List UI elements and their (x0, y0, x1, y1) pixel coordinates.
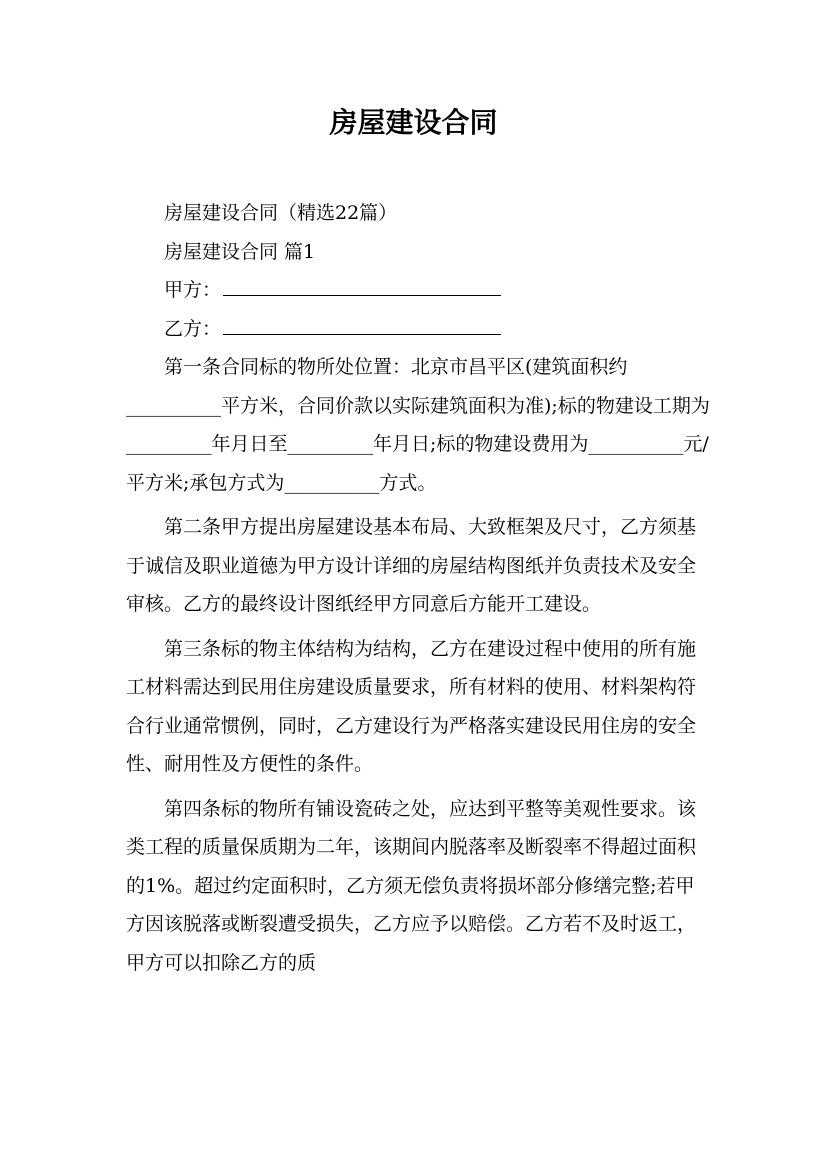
section-heading: 房屋建设合同 篇1 (164, 240, 316, 263)
party-a-line (126, 271, 711, 310)
document-title: 房屋建设合同 (329, 106, 498, 139)
clause-3: 第三条标的物主体结构为结构，乙方在建设过程中使用的所有施工材料需达到民用住房建设质量要求，所有材料的使用、材料架构符合行业通常惯例，同时，乙方建设行为严格落实建设民用住房的安全性、耐用性及方便性的条件。 (126, 637, 697, 775)
party-a-label: 甲方： (164, 279, 222, 301)
party-b-label: 乙方： (164, 317, 222, 340)
party-a-blank (223, 294, 501, 296)
clause-4: 第四条标的物所有铺设瓷砖之处，应达到平整等美观性要求。该类工程的质量保质期为二年，该期间内脱落率及断裂率不得超过面积的1%。超过约定面积时，乙方须无偿负责将损坏部分修缮完整;若甲方因该脱落或断裂遭受损失，乙方应予以赔偿。乙方若不及时返工，甲方可以扣除乙方的质 (126, 797, 697, 974)
clause-1: 第一条合同标的物所处位置：北京市昌平区(建筑面积约__________平方米，合同价款以实际建筑面积为准);标的物建设工期为_________年月日至_________年月日;标的物建设费用为__________元/平方米;承包方式为__________方式。 (126, 356, 710, 494)
subtitle: 房屋建设合同（精选22篇） (164, 202, 398, 224)
document-body (126, 194, 711, 982)
party-b-blank (223, 333, 501, 335)
party-b-line (126, 310, 711, 349)
clause-2: 第二条甲方提出房屋建设基本布局、大致框架及尺寸，乙方须基于诚信及职业道德为甲方设计详细的房屋结构图纸并负责技术及安全审核。乙方的最终设计图纸经甲方同意后方能开工建设。 (126, 516, 697, 615)
